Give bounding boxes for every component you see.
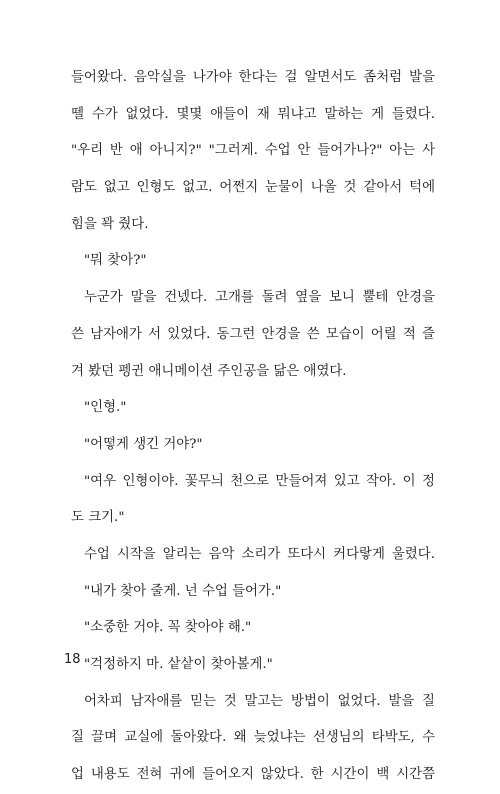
text-line-2: 뗄 수가 없었다. 몇몇 애들이 재 뭐냐고 말하는 게 들렸다. bbox=[71, 106, 435, 122]
text-line-8: 쓴 남자애가 서 있었다. 동그런 안경을 쓴 모습이 어릴 적 즐 bbox=[71, 326, 435, 342]
text-line-10: "인형." bbox=[84, 400, 127, 416]
text-line-15: "내가 찾아 줄게. 넌 수업 들어가." bbox=[84, 583, 282, 599]
text-line-12: "여우 인형이야. 꽃무늬 천으로 만들어져 있고 작아. 이 정 bbox=[84, 473, 435, 489]
text-line-3: "우리 반 애 아니지?" "그러게. 수업 안 들어가나?" 아는 사 bbox=[71, 143, 435, 159]
text-line-5: 힘을 꽉 줬다. bbox=[71, 216, 149, 232]
text-line-6: "뭐 찾아?" bbox=[84, 253, 147, 269]
page-number: 18 bbox=[64, 652, 81, 667]
text-line-16: "소중한 거야. 꼭 찾아야 해." bbox=[84, 620, 252, 636]
text-line-9: 겨 봤던 펭귄 애니메이션 주인공을 닮은 애였다. bbox=[71, 363, 347, 379]
text-line-7: 누군가 말을 건넸다. 고개를 돌려 옆을 보니 뿔테 안경을 bbox=[84, 290, 435, 306]
text-line-11: "어떻게 생긴 거야?" bbox=[84, 436, 203, 452]
text-line-17: "걱정하지 마. 샅샅이 찾아볼게." bbox=[84, 657, 273, 672]
text-line-14: 수업 시작을 알리는 음악 소리가 또다시 커다랗게 울렸다. bbox=[84, 546, 435, 562]
text-line-20: 업 내용도 전혀 귀에 들어오지 않았다. 한 시간이 백 시간쯤 bbox=[71, 767, 435, 783]
text-line-1: 들어왔다. 음악실을 나가야 한다는 걸 알면서도 좀처럼 발을 bbox=[71, 70, 435, 85]
body-text bbox=[71, 60, 435, 794]
text-line-19: 질 끌며 교실에 돌아왔다. 왜 늦었냐는 선생님의 타박도, 수 bbox=[71, 730, 435, 746]
text-line-18: 어차피 남자애를 믿는 것 말고는 방법이 없었다. 발을 질 bbox=[84, 693, 435, 709]
text-line-4: 람도 없고 인형도 없고. 어쩐지 눈물이 나올 것 같아서 턱에 bbox=[71, 180, 435, 196]
text-line-13: 도 크기." bbox=[71, 510, 125, 526]
